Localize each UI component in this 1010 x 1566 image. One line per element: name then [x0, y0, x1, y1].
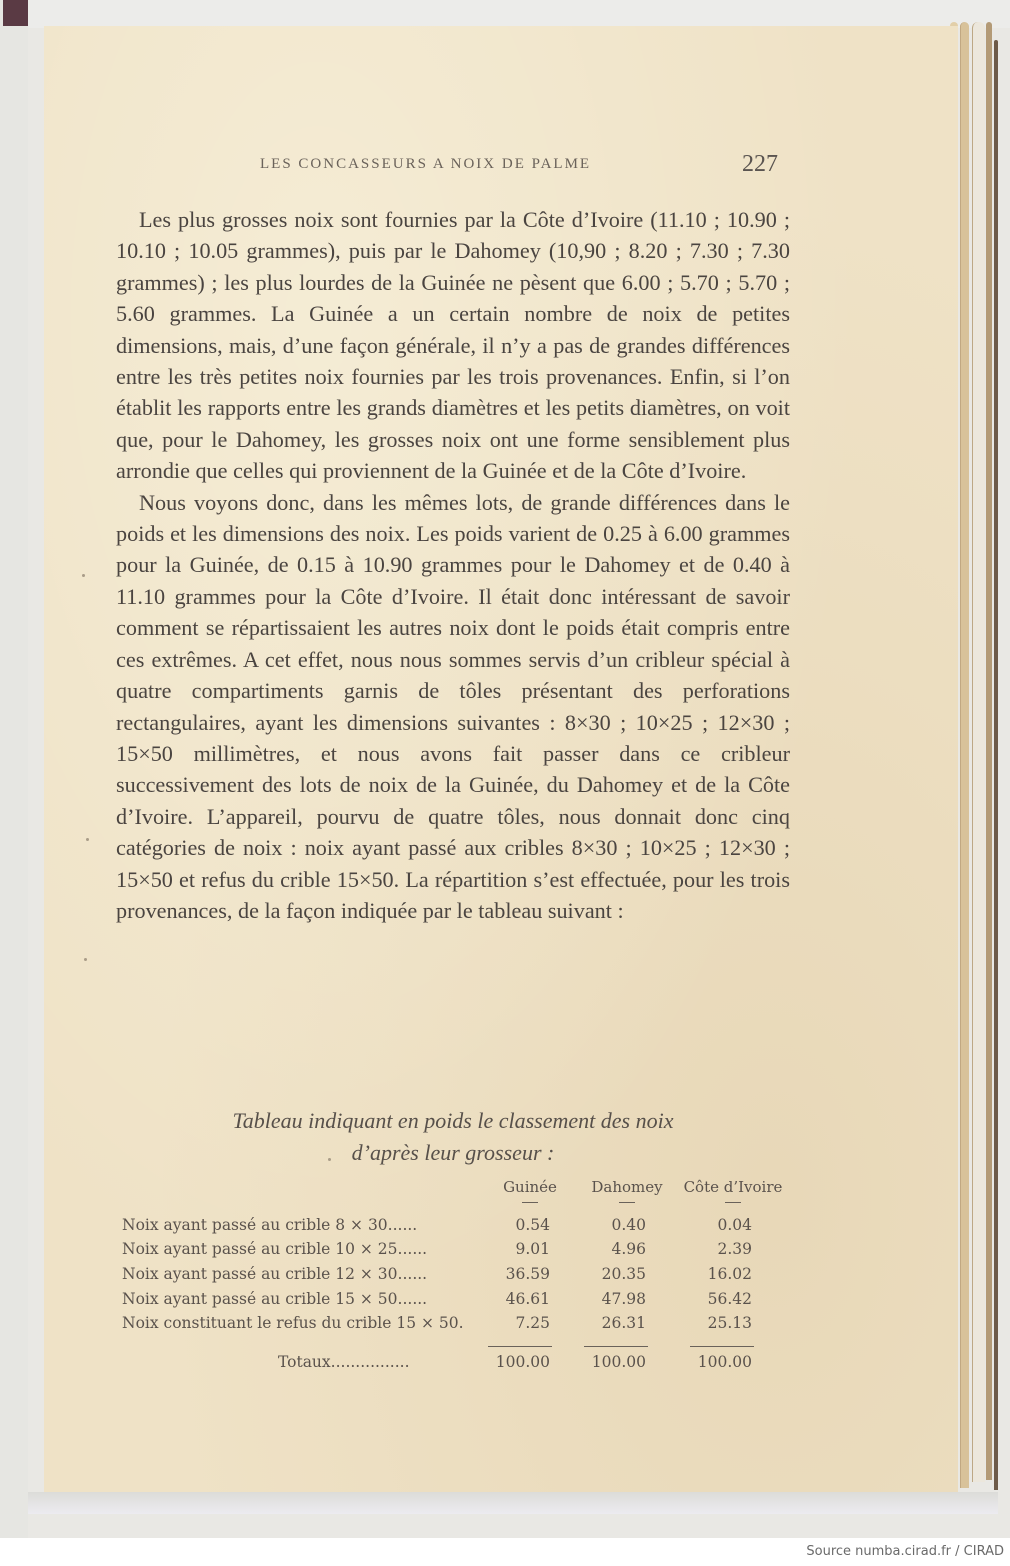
page-edge	[972, 22, 985, 1482]
column-header-cote-divoire: Côte d’Ivoire	[683, 1178, 783, 1196]
row-label: Noix ayant passé au crible 10 × 25......	[122, 1240, 428, 1258]
paragraph: Nous voyons donc, dans les mêmes lots, de grande différences dans le poids et les dimensions des noix. Les poids varient de 0.25 à 6.00 grammes pour la Guinée, de 0.15 à 10.90 grammes pour le Dahomey et de 0.40 à 11.10 grammes pour la Côte d’Ivoire. Il était donc intéressant de savoir comment se répartissaient les autres noix dont le poids était compris entre ces extrêmes. A cet effet, nous nous sommes servis d’un cribleur spécial à quatre compartiments garnis de tôles présentant des perforations rectangulaires, ayant les dimensions suivantes : 8×30 ; 10×25 ; 12×30 ; 15×50 millimètres, et nous avons fait passer dans ce cribleur successivement des lots de noix de la Guinée, du Dahomey et de la Côte d’Ivoire. L’appareil, pourvu de quatre tôles, nous donnait donc cinq catégories de noix : noix ayant passé aux cribles 8×30 ; 10×25 ; 12×30 ; 15×50 et refus du crible 15×50. La répartition s’est effectuée, pour les trois provenances, de la façon indiquée par le tableau suivant :	[116, 489, 790, 923]
body-text	[116, 204, 790, 926]
table-row	[120, 1216, 800, 1240]
total-label: Totaux................	[278, 1353, 410, 1371]
cell-guinee: 7.25	[515, 1314, 550, 1332]
cell-guinee: 0.54	[515, 1216, 550, 1234]
total-guinee: 100.00	[495, 1353, 550, 1371]
row-label: Noix constituant le refus du crible 15 × 50.	[122, 1314, 464, 1332]
table-caption-line: Tableau indiquant en poids le classement des noix	[232, 1108, 674, 1133]
paragraph: Les plus grosses noix sont fournies par la Côte d’Ivoire (11.10 ; 10.90 ; 10.10 ; 10.05 grammes), puis par le Dahomey (10,90 ; 8.20 ; 7.30 ; 7.30 grammes) ; les plus lourdes de la Guinée ne pèsent que 6.00 ; 5.70 ; 5.70 ; 5.60 grammes. La Guinée a un certain nombre de noix de petites dimensions, mais, d’une façon générale, il n’y a pas de grandes différences entre les très petites noix fournies par les trois provenances. Enfin, si l’on établit les rapports entre les grands diamètres et les petits diamètres, on voit que, pour le Dahomey, les grosses noix ont une forme sensiblement plus arrondie que celles qui proviennent de la Guinée et de la Côte d’Ivoire.	[116, 207, 790, 484]
cell-dahomey: 20.35	[601, 1265, 646, 1283]
column-header-guinee: Guinée	[503, 1178, 557, 1196]
row-label: Noix ayant passé au crible 8 × 30......	[122, 1216, 418, 1234]
table-caption	[116, 1105, 790, 1169]
cell-dahomey: 0.40	[611, 1216, 646, 1234]
running-title: LES CONCASSEURS A NOIX DE PALME	[260, 156, 592, 172]
cell-dahomey: 26.31	[601, 1314, 646, 1332]
scan-top-margin	[28, 0, 1010, 28]
total-rule	[488, 1346, 552, 1347]
cell-cote-divoire: 16.02	[707, 1265, 752, 1283]
cell-cote-divoire: 2.39	[717, 1240, 752, 1258]
table-total-row	[120, 1353, 800, 1377]
row-label: Noix ayant passé au crible 12 × 30......	[122, 1265, 428, 1283]
cell-guinee: 46.61	[505, 1290, 550, 1308]
total-rule	[690, 1346, 754, 1347]
cell-guinee: 36.59	[505, 1265, 550, 1283]
header-dash	[619, 1202, 635, 1203]
scan-corner-mark	[3, 0, 29, 26]
page-number: 227	[742, 151, 778, 177]
paper-speck	[84, 958, 87, 961]
book-spine-edge	[994, 40, 998, 1490]
paper-speck	[328, 1158, 331, 1161]
table-row	[120, 1314, 800, 1338]
scan-bottom-margin	[28, 1492, 998, 1514]
cell-dahomey: 4.96	[611, 1240, 646, 1258]
row-label: Noix ayant passé au crible 15 × 50......	[122, 1290, 428, 1308]
cell-guinee: 9.01	[515, 1240, 550, 1258]
paper-speck	[86, 838, 89, 841]
total-cote-divoire: 100.00	[697, 1353, 752, 1371]
table-row	[120, 1240, 800, 1264]
cell-cote-divoire: 25.13	[707, 1314, 752, 1332]
table-row	[120, 1265, 800, 1289]
cell-dahomey: 47.98	[601, 1290, 646, 1308]
header-dash	[725, 1202, 741, 1203]
total-rule	[584, 1346, 648, 1347]
column-header-dahomey: Dahomey	[591, 1178, 663, 1196]
table-row	[120, 1290, 800, 1314]
page-edge	[986, 22, 992, 1480]
paper-speck	[82, 574, 85, 577]
cell-cote-divoire: 56.42	[707, 1290, 752, 1308]
header-dash	[522, 1202, 538, 1203]
source-credit: Source numba.cirad.fr / CIRAD	[806, 1544, 1004, 1559]
page-edge	[960, 22, 969, 1488]
scan-left-margin	[0, 0, 28, 1538]
cell-cote-divoire: 0.04	[717, 1216, 752, 1234]
table-caption-line: d’après leur grosseur :	[351, 1140, 555, 1165]
total-dahomey: 100.00	[591, 1353, 646, 1371]
